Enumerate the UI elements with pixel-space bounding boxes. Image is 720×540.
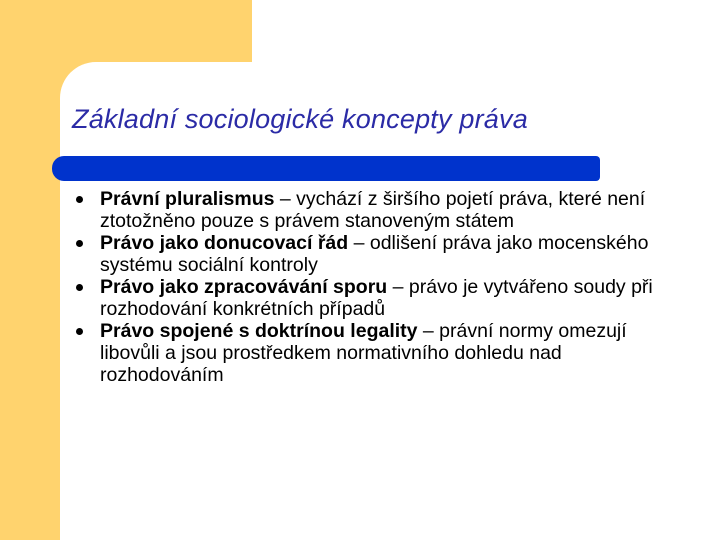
title-underline-bar: [52, 156, 600, 181]
bullet-dot-icon: [76, 284, 83, 291]
bullet-list: [76, 188, 676, 386]
bullet-item: [76, 276, 676, 320]
bullet-dot-icon: [76, 240, 83, 247]
bullet-term: Právní pluralismus: [100, 188, 275, 210]
bullet-text: – právní normy omezují libovůli a jsou prostředkem normativního dohledu nad rozhodováním: [100, 320, 627, 386]
bullet-item: [76, 232, 676, 276]
bullet-text: – odlišení práva jako mocenského systému sociální kontroly: [100, 232, 649, 276]
bullet-dot-icon: [76, 328, 83, 335]
bullet-item: [76, 188, 676, 232]
bullet-term: Právo jako zpracovávání sporu: [100, 276, 388, 298]
bullet-item: [76, 320, 676, 386]
bullet-term: Právo jako donucovací řád: [100, 232, 349, 254]
bullet-text: – vychází z širšího pojetí práva, které není ztotožněno pouze s právem stanoveným státem: [100, 188, 646, 232]
slide-title: Základní sociologické koncepty práva: [72, 104, 528, 134]
bullet-term: Právo spojené s doktrínou legality: [100, 320, 418, 342]
bullet-dot-icon: [76, 196, 83, 203]
bullet-text: – právo je vytvářeno soudy při rozhodování konkrétních případů: [100, 276, 653, 320]
